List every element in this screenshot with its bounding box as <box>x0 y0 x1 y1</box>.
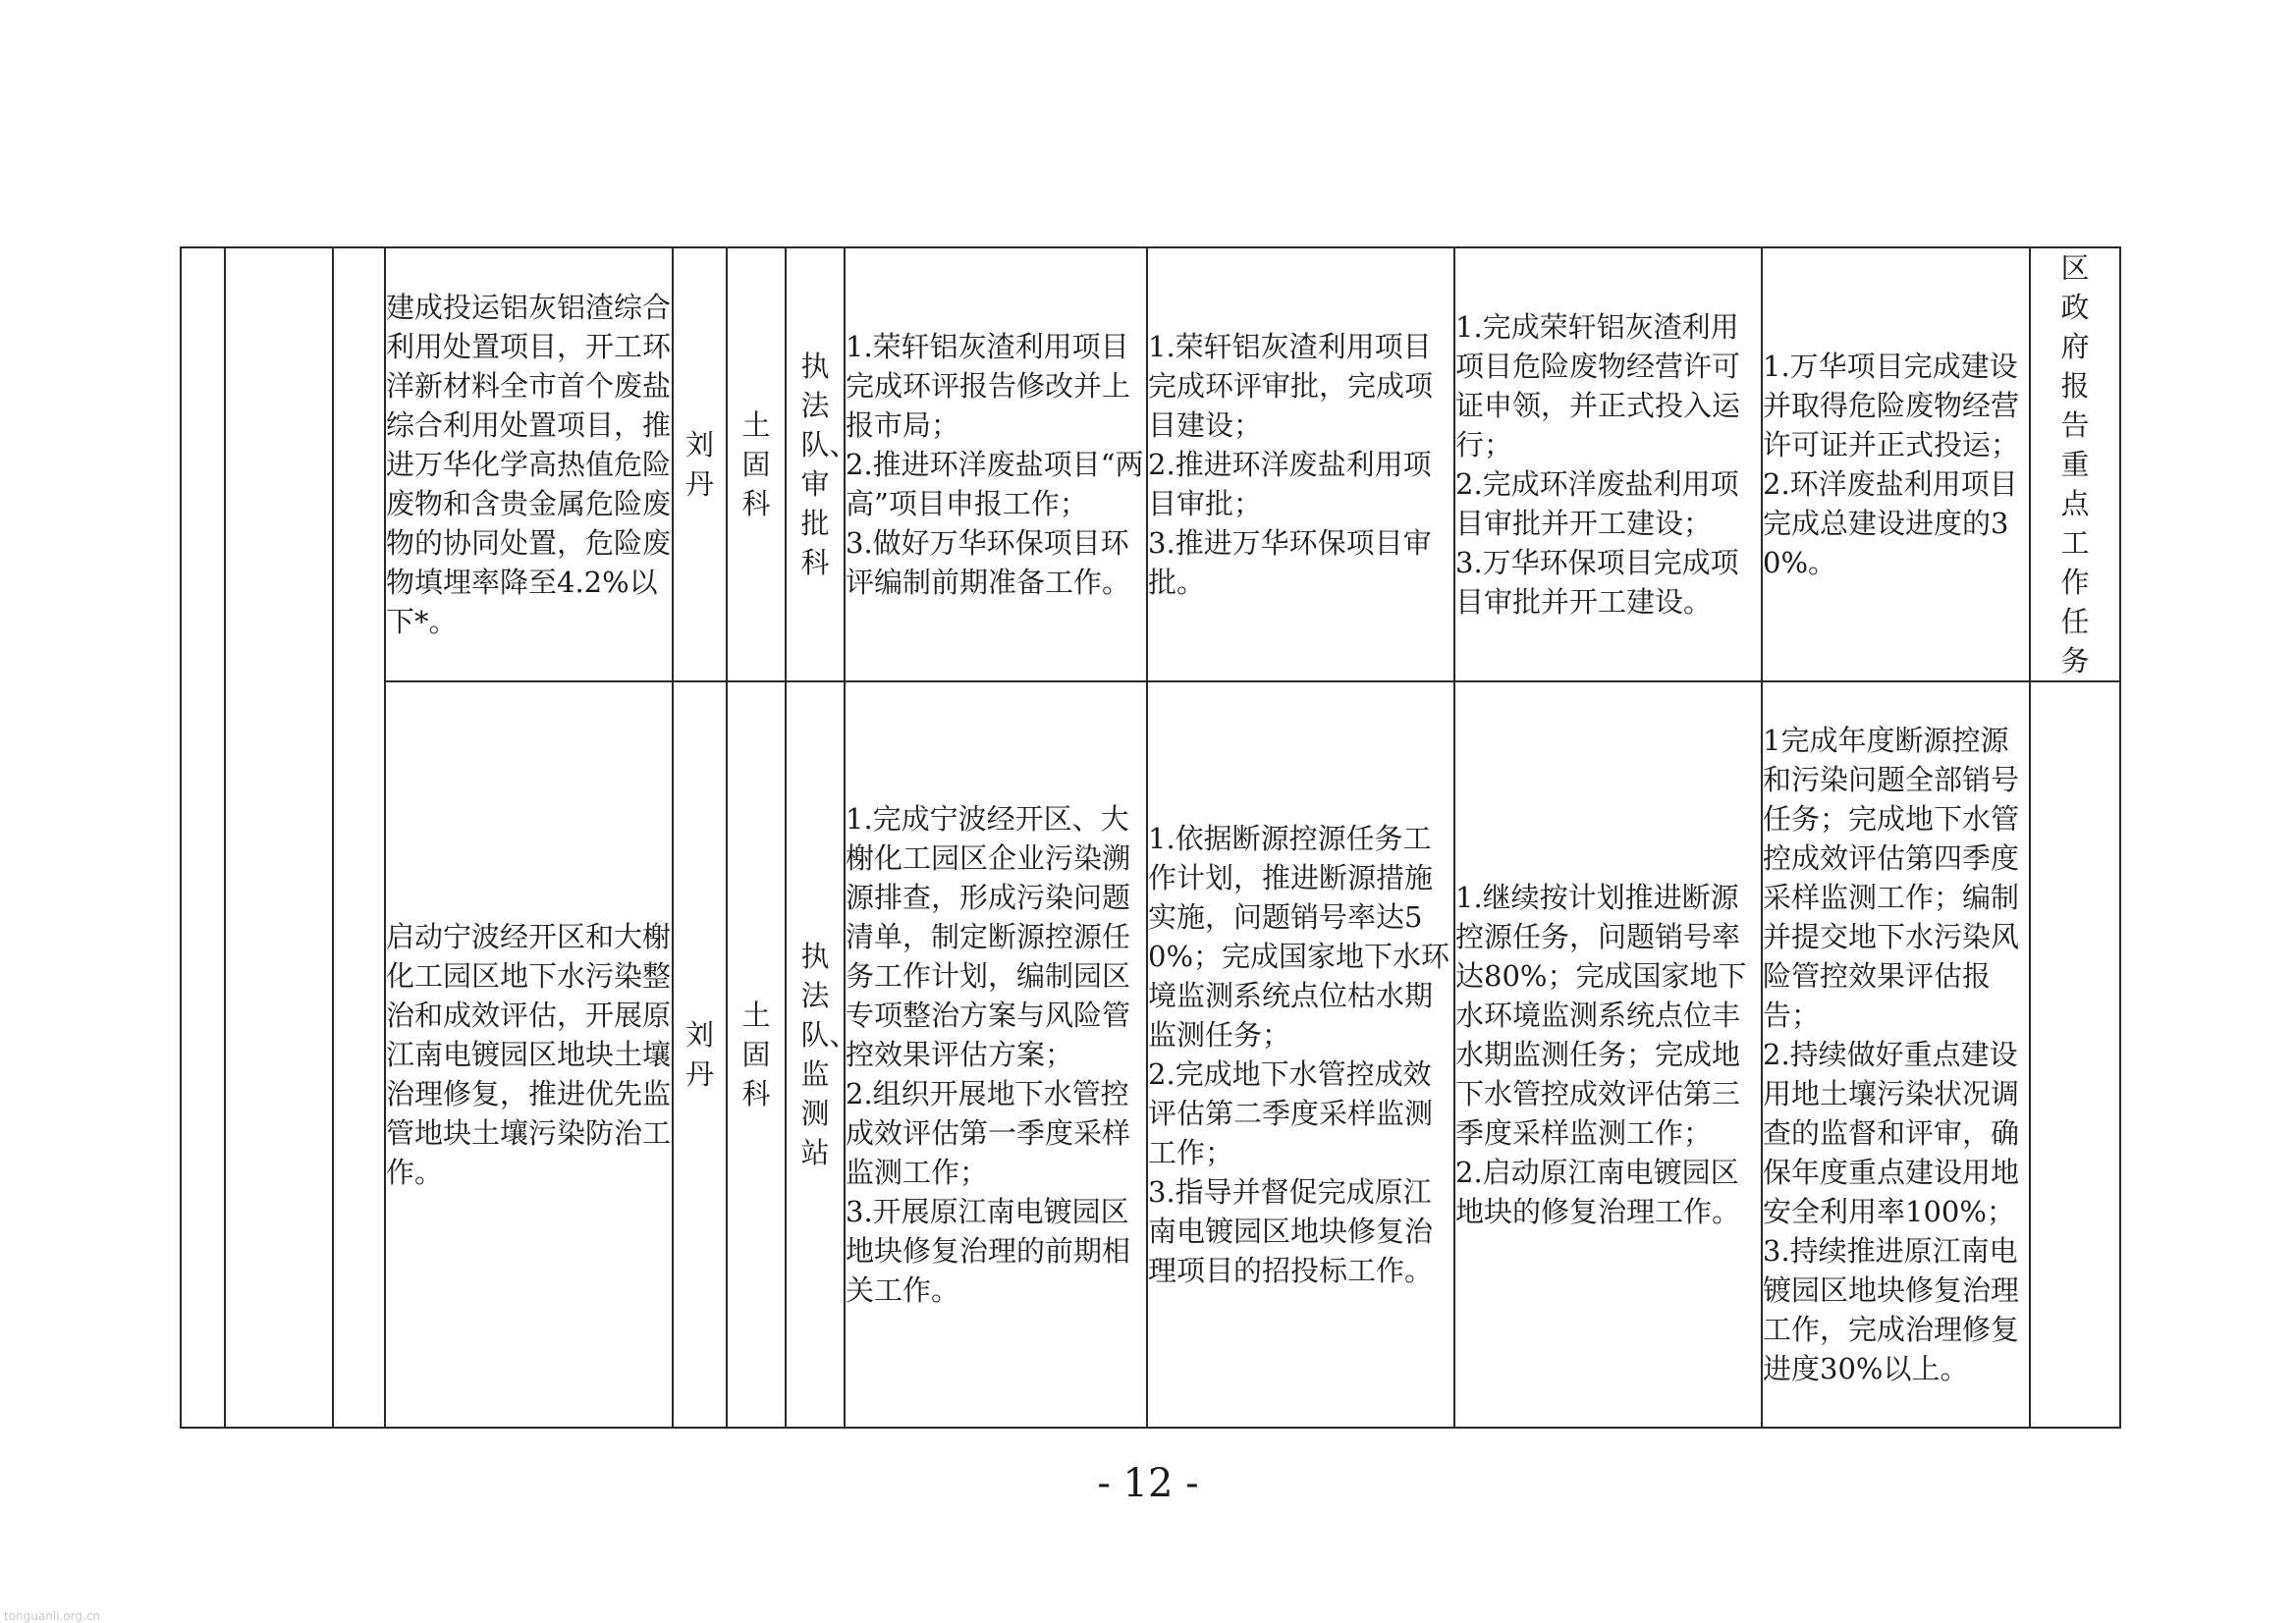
task-description: 启动宁波经开区和大榭化工园区地下水污染整治和成效评估，开展原江南电镀园区地块土壤治理修复，推进优先监管地块土壤污染防治工作。 <box>385 681 673 1428</box>
milestone-item: 1.完成荣轩铝灰渣利用项目危险废物经营许可证申领，并正式投入运行； <box>1455 310 1741 461</box>
milestone-item: 2.推进环洋废盐项目“两高”项目申报工作； <box>846 448 1144 520</box>
q2-milestones <box>1147 681 1454 1428</box>
milestone-item: 2.持续做好重点建设用地土壤污染状况调查的监督和评审，确保年度重点建设用地安全利用率100%； <box>1763 1038 2020 1228</box>
milestone-item: 3.推进万华环保项目审批。 <box>1148 526 1432 599</box>
lead-department: 土固科 <box>727 681 786 1428</box>
task-description: 建成投运铝灰铝渣综合利用处置项目，开工环洋新材料全市首个废盐综合利用处置项目，推进万华化学高热值危险废物和含贵金属危险废物的协同处置，危险废物填埋率降至4.2%以下*。 <box>385 247 673 681</box>
responsible-leader: 刘丹 <box>673 681 727 1428</box>
milestone-item: 3.万华环保项目完成项目审批并开工建设。 <box>1455 546 1739 619</box>
milestone-item: 1.荣轩铝灰渣利用项目完成环评报告修改并上报市局； <box>846 330 1131 442</box>
table-row <box>181 681 2120 1428</box>
milestone-item: 1完成年度断源控源和污染问题全部销号任务；完成地下水管控成效评估第四季度采样监测工作；编制并提交地下水污染风险管控效果评估报告； <box>1763 724 2020 1032</box>
q3-milestones <box>1454 247 1762 681</box>
task-source <box>2030 681 2120 1428</box>
task-source: 区政府报告重点工作任务 <box>2030 247 2120 681</box>
lead-department: 土固科 <box>727 247 786 681</box>
blank-column-2 <box>225 247 333 1428</box>
milestone-item: 2.完成地下水管控成效评估第二季度采样监测工作； <box>1148 1057 1434 1169</box>
table-row <box>181 247 2120 681</box>
work-task-table <box>180 246 2121 1429</box>
milestone-item: 3.做好万华环保项目环评编制前期准备工作。 <box>846 526 1131 599</box>
q1-milestones <box>845 681 1147 1428</box>
q3-milestones <box>1454 681 1762 1428</box>
milestone-item: 3.开展原江南电镀园区地块修复治理的前期相关工作。 <box>846 1195 1131 1307</box>
q4-milestones <box>1762 681 2030 1428</box>
milestone-item: 3.指导并督促完成原江南电镀园区地块修复治理项目的招投标工作。 <box>1148 1175 1434 1287</box>
milestone-item: 1.万华项目完成建设并取得危险废物经营许可证并正式投运； <box>1763 350 2020 461</box>
site-watermark: tonguanli.org.cn <box>4 1609 101 1623</box>
milestone-item: 1.依据断源控源任务工作计划，推进断源措施实施，问题销号率达50%；完成国家地下水环境监测系统点位枯水期监测任务； <box>1148 822 1450 1052</box>
milestone-item: 1.继续按计划推进断源控源任务，问题销号率达80%；完成国家地下水环境监测系统点位丰水期监测任务；完成地下水管控成效评估第三季度采样监测工作； <box>1455 881 1747 1150</box>
cooperating-department: 执法队、监测站 <box>786 681 845 1428</box>
q2-milestones <box>1147 247 1454 681</box>
milestone-item: 2.启动原江南电镀园区地块的修复治理工作。 <box>1455 1156 1741 1228</box>
q4-milestones <box>1762 247 2030 681</box>
cooperating-department: 执法队、审批科 <box>786 247 845 681</box>
milestone-item: 2.完成环洋废盐利用项目审批并开工建设； <box>1455 467 1739 540</box>
milestone-item: 3.持续推进原江南电镀园区地块修复治理工作，完成治理修复进度30%以上。 <box>1763 1234 2020 1385</box>
milestone-item: 1.荣轩铝灰渣利用项目完成环评审批，完成项目建设； <box>1148 330 1434 442</box>
blank-column-3 <box>333 247 385 1428</box>
page-number: - 12 - <box>1097 1461 1199 1506</box>
milestone-item: 2.组织开展地下水管控成效评估第一季度采样监测工作； <box>846 1077 1131 1189</box>
responsible-leader: 刘丹 <box>673 247 727 681</box>
milestone-item: 2.环洋废盐利用项目完成总建设进度的30%。 <box>1763 467 2018 579</box>
milestone-item: 1.完成宁波经开区、大榭化工园区企业污染溯源排查，形成污染问题清单，制定断源控源任务工作计划，编制园区专项整治方案与风险管控效果评估方案； <box>846 802 1131 1071</box>
milestone-item: 2.推进环洋废盐利用项目审批； <box>1148 448 1432 520</box>
q1-milestones <box>845 247 1147 681</box>
blank-column-1 <box>181 247 225 1428</box>
